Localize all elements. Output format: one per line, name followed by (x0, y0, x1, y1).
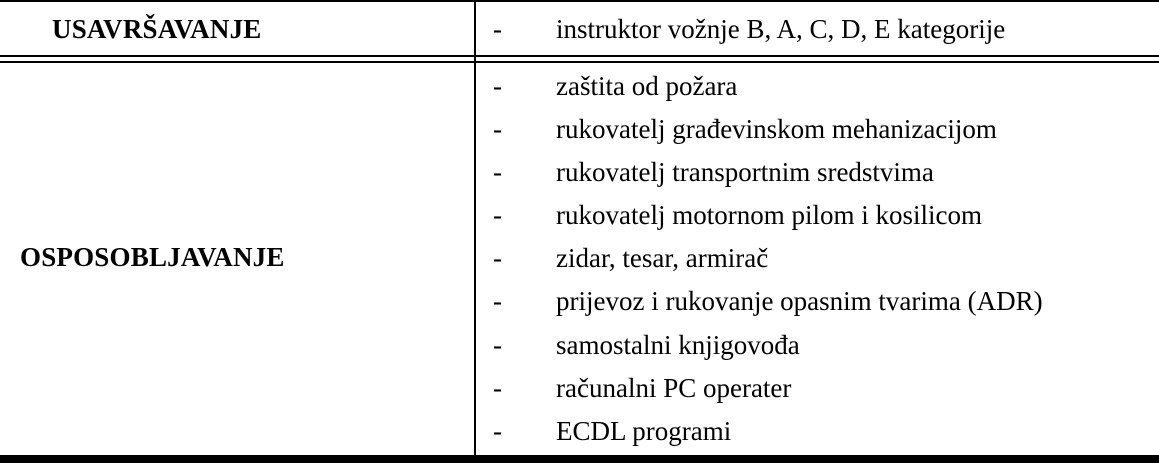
table-bottom-border (0, 455, 1159, 463)
list-bullet-dash: - (493, 114, 502, 144)
column-divider (474, 0, 476, 456)
list-item: zidar, tesar, armirač (556, 243, 769, 273)
list-item: rukovatelj građevinskom mehanizacijom (556, 114, 997, 144)
row-divider-lower (0, 61, 1159, 63)
list-item: samostalni knjigovođa (556, 330, 800, 360)
row-divider-upper (0, 55, 1159, 57)
list-item: rukovatelj transportnim sredstvima (556, 157, 934, 187)
list-bullet-dash: - (493, 200, 502, 230)
row-heading-osposobljavanje: OSPOSOBLJAVANJE (20, 242, 285, 272)
list-bullet-dash: - (493, 71, 502, 101)
list-bullet-dash: - (493, 330, 502, 360)
list-bullet-dash: - (493, 157, 502, 187)
list-bullet-dash: - (493, 416, 502, 446)
list-item: računalni PC operater (556, 373, 792, 403)
list-item: instruktor vožnje B, A, C, D, E kategorije (556, 14, 1006, 44)
list-bullet-dash: - (493, 373, 502, 403)
table-top-border (0, 0, 1159, 2)
list-item: rukovatelj motornom pilom i kosilicom (556, 200, 982, 230)
list-item: ECDL programi (556, 416, 732, 446)
list-bullet-dash: - (493, 14, 502, 44)
list-item: zaštita od požara (556, 71, 738, 101)
list-item: prijevoz i rukovanje opasnim tvarima (ADR) (556, 286, 1043, 316)
list-bullet-dash: - (493, 286, 502, 316)
row-heading-usavrsavanje: USAVRŠAVANJE (52, 14, 262, 44)
list-bullet-dash: - (493, 243, 502, 273)
